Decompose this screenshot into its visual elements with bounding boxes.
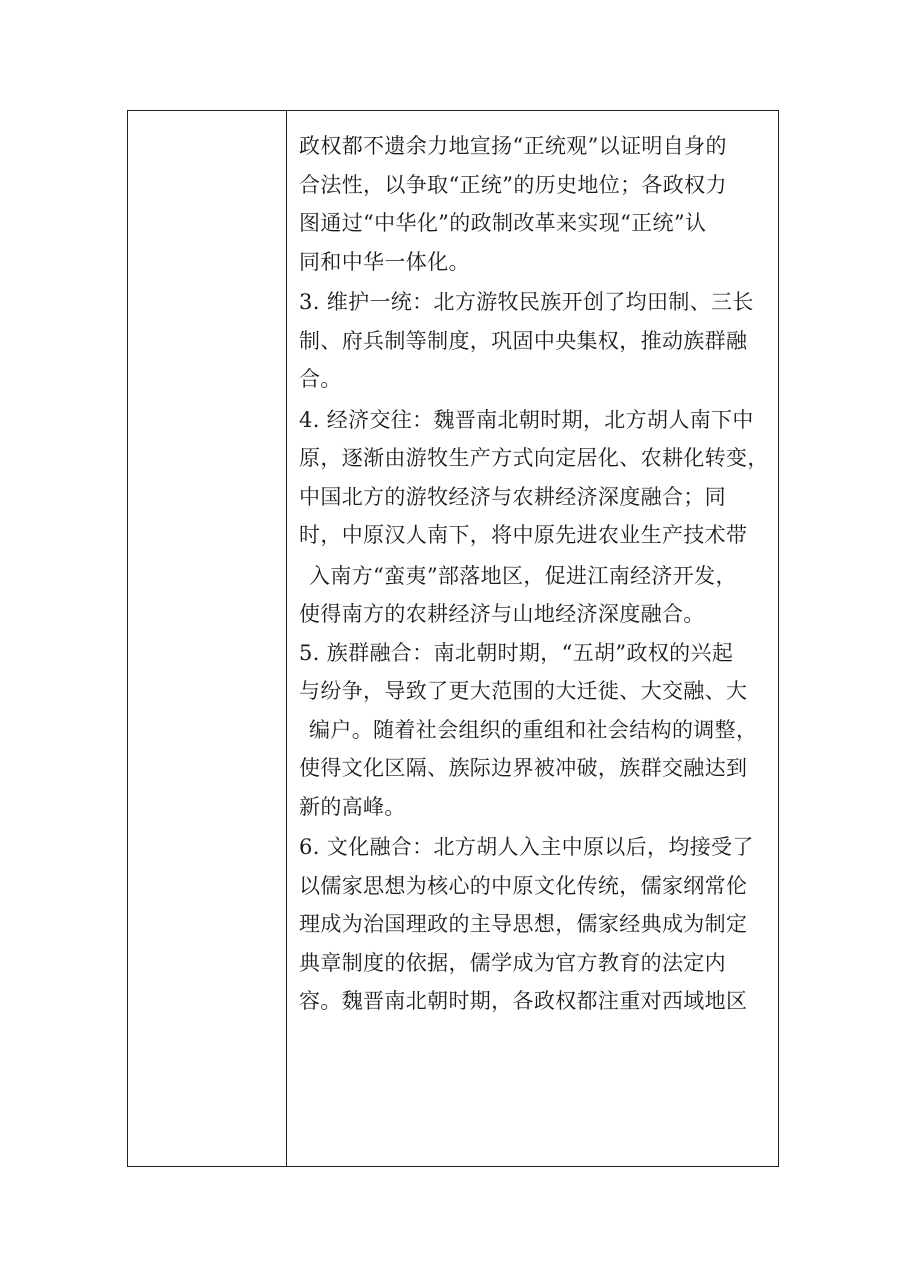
text-line: 理成为治国理政的主导思想，儒家经典成为制定 — [299, 912, 748, 936]
text-line: 使得文化区隔、族际边界被冲破，族群交融达到 — [299, 756, 748, 780]
text-line: 同和中华一体化。 — [299, 249, 470, 274]
text-line: 时，中原汉人南下，将中原先进农业生产技术带 — [299, 523, 748, 547]
text-line: 政权都不遗余力地宣扬“正统观”以证明自身的 — [299, 134, 727, 158]
text-line: 典章制度的依据，儒学成为官方教育的法定内 — [299, 950, 726, 975]
text-line: 使得南方的农耕经济与山地经济深度融合。 — [299, 602, 705, 626]
text-line: 入南方“蛮夷”部落地区，促进江南经济开发， — [309, 563, 737, 588]
right-cell — [287, 111, 778, 1166]
text-line: 图通过“中华化”的政制改革来实现“正统”认 — [299, 211, 707, 235]
text-line: 与纷争，导致了更大范围的大迁徙、大交融、大 — [299, 679, 748, 703]
left-cell — [128, 111, 287, 1166]
text-line: 合。 — [299, 367, 342, 391]
text-line: 编户。随着社会组织的重组和社会结构的调整， — [309, 717, 758, 742]
text-line: 合法性，以争取“正统”的历史地位；各政权力 — [299, 172, 727, 197]
text-line: 5. 族群融合：南北朝时期，“五胡”政权的兴起 — [299, 640, 734, 665]
text-line: 原，逐渐由游牧生产方式向定居化、农耕化转变， — [299, 446, 769, 470]
content-table — [127, 110, 779, 1167]
text-line: 中国北方的游牧经济与农耕经济深度融合；同 — [299, 484, 726, 509]
text-line: 新的高峰。 — [299, 794, 406, 819]
text-line: 制、府兵制等制度，巩固中央集权，推动族群融 — [299, 328, 748, 353]
text-line: 以儒家思想为核心的中原文化传统，儒家纲常伦 — [299, 873, 748, 898]
text-line: 3. 维护一统：北方游牧民族开创了均田制、三长 — [299, 290, 754, 314]
text-line: 4. 经济交往：魏晋南北朝时期，北方胡人南下中 — [299, 407, 754, 432]
text-line: 6. 文化融合：北方胡人入主中原以后，均接受了 — [299, 835, 754, 859]
text-line: 容。魏晋南北朝时期，各政权都注重对西域地区 — [299, 989, 748, 1013]
